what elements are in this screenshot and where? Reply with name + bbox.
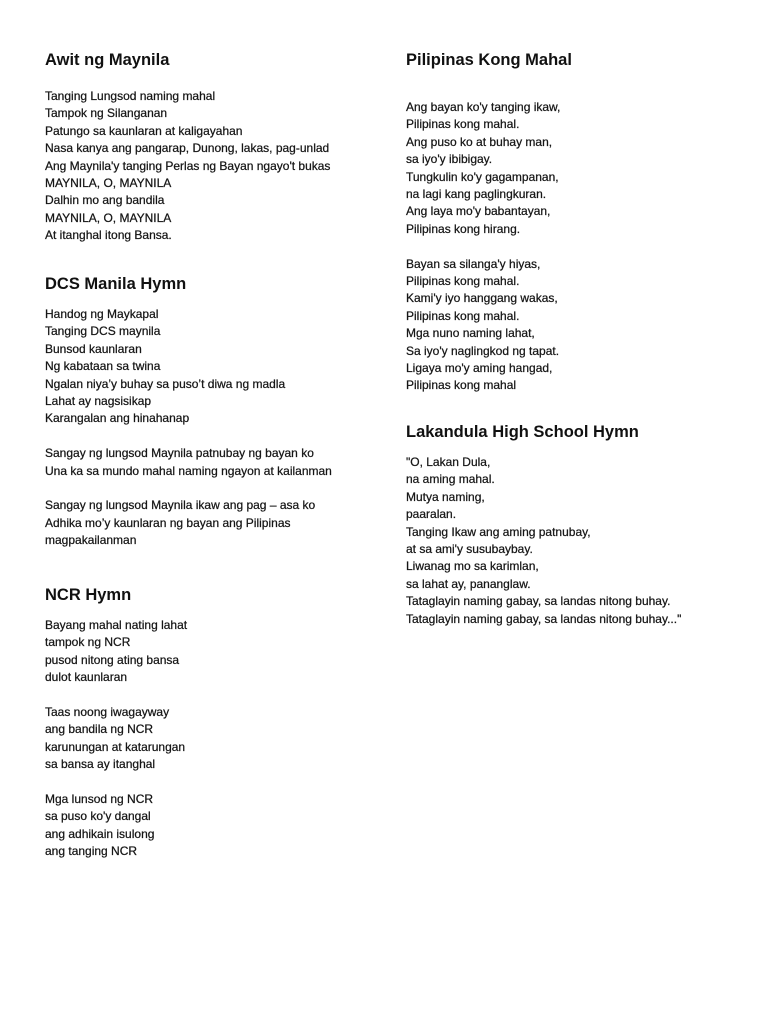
lyric-line: "O, Lakan Dula,	[406, 455, 491, 469]
lyric-line: Tanging DCS maynila	[45, 324, 161, 339]
lyrics	[45, 88, 330, 245]
lyric-line: Pilipinas kong hirang.	[406, 221, 521, 236]
stanza	[45, 791, 187, 861]
lyrics	[45, 306, 332, 550]
song-title: Pilipinas Kong Mahal	[406, 51, 572, 69]
lyric-line: Mutya naming,	[406, 489, 485, 504]
stanza	[45, 617, 187, 687]
song-pilipinas-kong-mahal	[406, 50, 572, 395]
song-ncr-hymn	[45, 585, 187, 861]
lyric-line: Sangay ng lungsod Maynila ikaw ang pag – asa ko	[45, 498, 316, 513]
stanza	[406, 256, 572, 395]
song-title: Awit ng Maynila	[45, 51, 170, 69]
lyric-line: na aming mahal.	[406, 472, 495, 487]
lyric-line: Lahat ay nagsisikap	[45, 394, 152, 409]
lyric-line: Bunsod kaunlaran	[45, 341, 142, 356]
lyric-line: karunungan at katarungan	[45, 739, 186, 754]
lyric-line: Handog ng Maykapal	[45, 307, 159, 321]
lyric-line: sa lahat ay, pananglaw.	[406, 576, 531, 591]
lyric-line: Mga nuno naming lahat,	[406, 326, 535, 341]
lyric-line: Sangay ng lungsod Maynila patnubay ng bayan ko	[45, 446, 314, 461]
lyric-line: Ang bayan ko'y tanging ikaw,	[406, 100, 561, 114]
lyric-line: Tanging Lungsod naming mahal	[45, 89, 216, 103]
stanza	[45, 497, 332, 549]
lyric-line: pusod nitong ating bansa	[45, 652, 180, 667]
lyric-line: dulot kaunlaran	[45, 670, 128, 685]
lyric-line: Ngalan niya’y buhay sa puso’t diwa ng madla	[45, 376, 286, 391]
lyric-line: na lagi kang paglingkuran.	[406, 187, 547, 202]
song-title: NCR Hymn	[45, 586, 132, 604]
stanza	[406, 99, 572, 238]
lyric-line: Tanging Ikaw ang aming patnubay,	[406, 524, 591, 539]
lyric-line: Ang laya mo'y babantayan,	[406, 204, 551, 219]
lyric-line: Bayang mahal nating lahat	[45, 618, 188, 632]
lyric-line: Taas noong iwagayway	[45, 705, 170, 720]
lyric-line: tampok ng NCR	[45, 635, 131, 650]
lyric-line: Ng kabataan sa twina	[45, 359, 161, 374]
lyric-line: Pilipinas kong mahal.	[406, 274, 520, 289]
lyric-line: Ang puso ko at buhay man,	[406, 134, 553, 149]
lyric-line: Dalhin mo ang bandila	[45, 193, 165, 208]
lyric-line: Kami'y iyo hanggang wakas,	[406, 291, 558, 306]
lyrics	[45, 617, 187, 861]
song-awit-ng-maynila	[45, 50, 330, 245]
lyric-line: sa bansa ay itanghal	[45, 757, 156, 772]
lyric-line: sa iyo'y ibibigay.	[406, 152, 493, 167]
lyric-line: ang tanging NCR	[45, 844, 138, 859]
lyric-line: at sa ami'y susubaybay.	[406, 542, 533, 557]
lyric-line: Pilipinas kong mahal	[406, 378, 517, 393]
lyric-line: paaralan.	[406, 507, 457, 522]
stanza	[45, 704, 187, 774]
lyrics	[406, 454, 681, 628]
lyric-line: Ligaya mo'y aming hangad,	[406, 361, 553, 376]
lyric-line: Tataglayin naming gabay, sa landas nitong buhay.	[406, 594, 671, 609]
lyric-line: Adhika mo’y kaunlaran ng bayan ang Pilipinas	[45, 515, 291, 530]
song-title: Lakandula High School Hymn	[406, 423, 639, 441]
lyric-line: ang adhikain isulong	[45, 826, 155, 841]
stanza	[45, 306, 332, 428]
stanza	[45, 88, 330, 245]
lyrics	[406, 99, 572, 395]
lyric-line: At itanghal itong Bansa.	[45, 228, 172, 243]
lyric-line: MAYNILA, O, MAYNILA	[45, 176, 172, 191]
lyric-line: Liwanag mo sa karimlan,	[406, 559, 539, 574]
lyric-line: Tataglayin naming gabay, sa landas nitong buhay..."	[406, 611, 682, 626]
lyric-line: Una ka sa mundo mahal naming ngayon at kailanman	[45, 463, 332, 478]
lyric-line: Bayan sa silanga'y hiyas,	[406, 256, 541, 271]
stanza	[45, 445, 332, 480]
lyric-line: magpakailanman	[45, 533, 137, 548]
lyric-line: Sa iyo'y naglingkod ng tapat.	[406, 343, 560, 358]
lyric-line: Karangalan ang hinahanap	[45, 411, 190, 426]
lyric-line: ang bandila ng NCR	[45, 722, 154, 737]
lyric-line: Ang Maynila'y tanging Perlas ng Bayan ngayo't bukas	[45, 158, 331, 173]
song-title: DCS Manila Hymn	[45, 275, 187, 293]
lyric-line: Patungo sa kaunlaran at kaligayahan	[45, 123, 243, 138]
lyric-line: sa puso ko'y dangal	[45, 809, 151, 824]
lyric-line: Tungkulin ko'y gagampanan,	[406, 169, 559, 184]
stanza	[406, 454, 681, 628]
lyric-line: Pilipinas kong mahal.	[406, 308, 520, 323]
song-dcs-manila-hymn	[45, 274, 332, 550]
lyric-line: Nasa kanya ang pangarap, Dunong, lakas, pag-unlad	[45, 141, 330, 156]
song-lakandula-high-school-hymn	[406, 422, 681, 628]
lyric-line: Tampok ng Silanganan	[45, 106, 168, 121]
lyric-line: Mga lunsod ng NCR	[45, 792, 154, 807]
lyric-line: MAYNILA, O, MAYNILA	[45, 210, 172, 225]
lyric-line: Pilipinas kong mahal.	[406, 117, 520, 132]
